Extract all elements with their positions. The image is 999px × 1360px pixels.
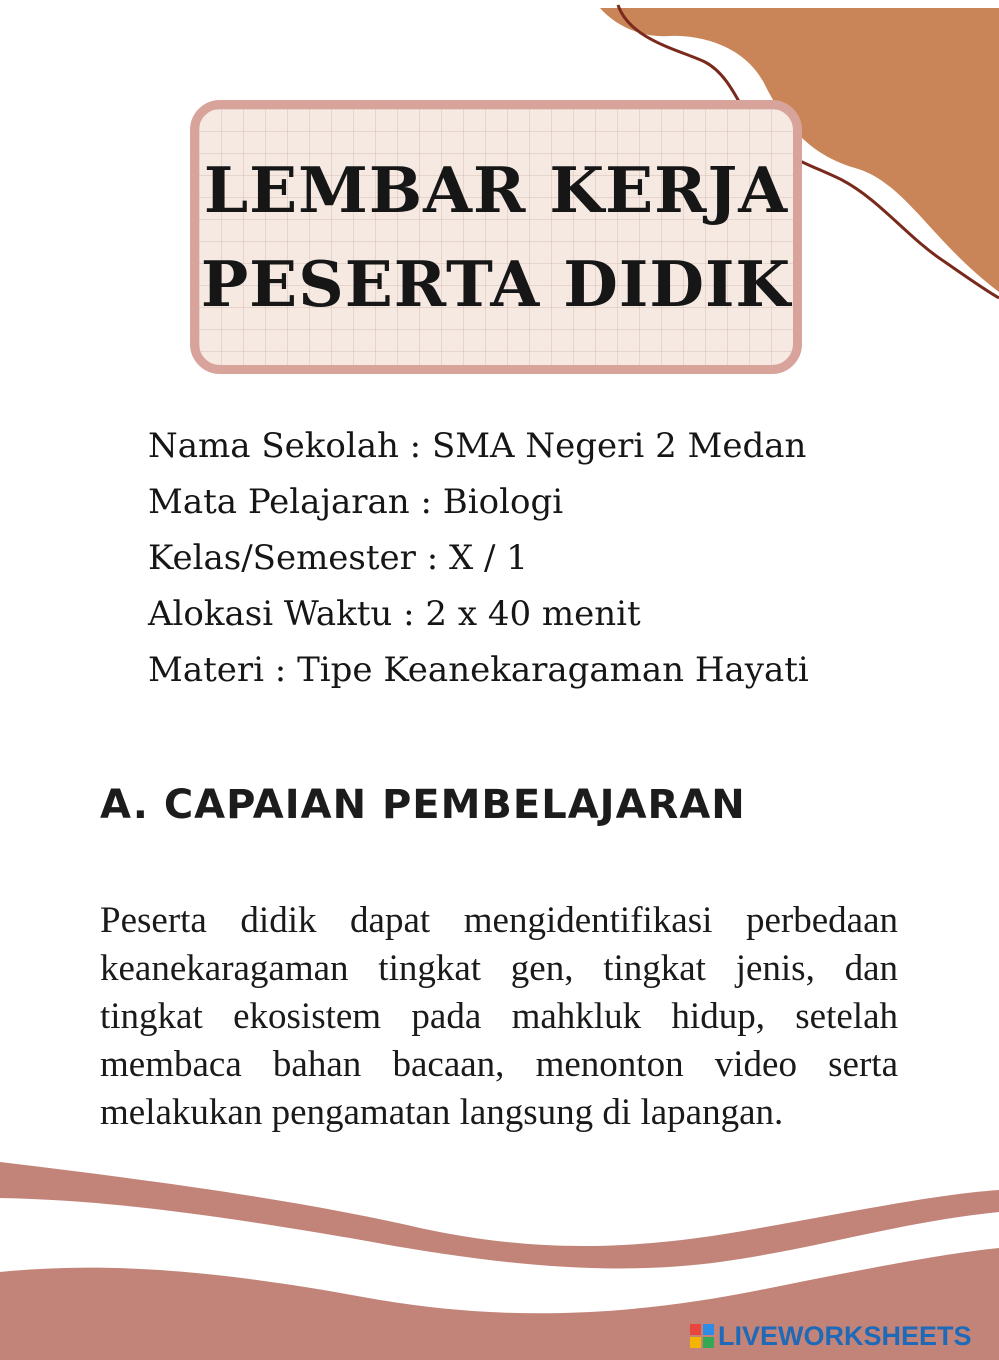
title-line-1: LEMBAR KERJA xyxy=(203,153,789,227)
info-label: Mata Pelajaran xyxy=(148,482,410,522)
info-block xyxy=(148,418,809,698)
info-row-class: Kelas/Semester : X / 1 xyxy=(148,538,528,578)
info-row-subject: Mata Pelajaran : Biologi xyxy=(148,482,564,522)
info-value: X / 1 xyxy=(449,538,528,578)
wave-rose-top xyxy=(0,1162,999,1268)
title-box xyxy=(190,100,802,374)
info-value: Tipe Keanekaragaman Hayati xyxy=(297,650,809,690)
info-row-topic: Materi : Tipe Keanekaragaman Hayati xyxy=(148,650,809,690)
brand-footer xyxy=(690,1318,972,1354)
info-label: Kelas/Semester xyxy=(148,538,416,578)
section-a-heading: A. CAPAIAN PEMBELAJARAN xyxy=(100,782,746,828)
info-row-school: Nama Sekolah : SMA Negeri 2 Medan xyxy=(148,426,807,466)
info-value: 2 x 40 menit xyxy=(425,594,641,634)
info-row-time: Alokasi Waktu : 2 x 40 menit xyxy=(148,594,641,634)
info-label: Nama Sekolah xyxy=(148,426,399,466)
info-value: Biologi xyxy=(442,482,564,522)
info-value: SMA Negeri 2 Medan xyxy=(431,426,807,466)
info-label: Materi xyxy=(148,650,264,690)
info-label: Alokasi Waktu xyxy=(148,594,393,634)
section-a-body: Peserta didik dapat mengidentifikasi perbedaan keanekaragaman tingkat gen, tingkat jenis, dan tingkat ekosistem pada mahkluk hidup, setelah membaca bahan bacaan, menonton video serta melakukan pengamatan langsung di lapangan. xyxy=(100,900,898,1133)
liveworksheets-logo-icon xyxy=(690,1324,714,1348)
brand-name: LIVEWORKSHEETS xyxy=(718,1320,972,1351)
title-line-2: PESERTA DIDIK xyxy=(200,247,792,321)
